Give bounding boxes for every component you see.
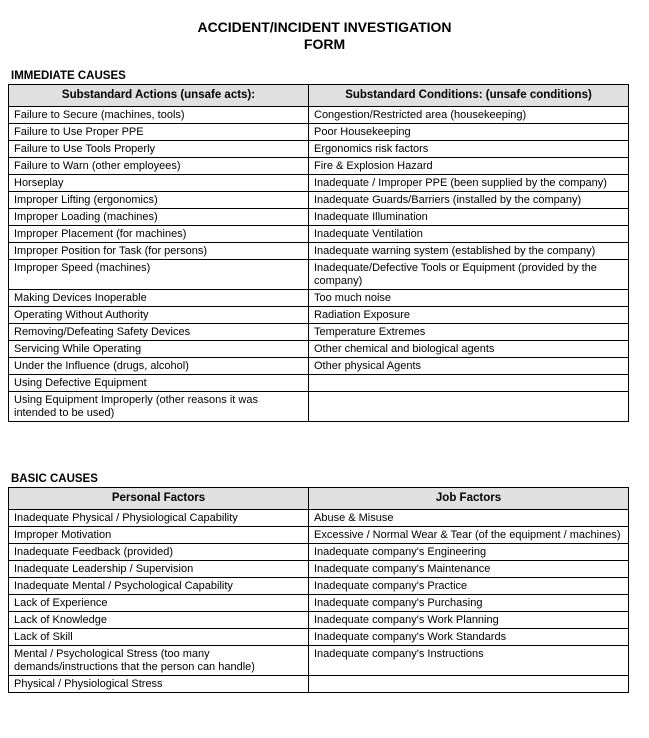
table-row bbox=[9, 260, 629, 290]
cell-left: Failure to Warn (other employees) bbox=[9, 158, 309, 175]
cell-left: Lack of Skill bbox=[9, 629, 309, 646]
cell-right: Other chemical and biological agents bbox=[309, 341, 629, 358]
table-row bbox=[9, 358, 629, 375]
table-row bbox=[9, 290, 629, 307]
table-row bbox=[9, 392, 629, 422]
cell-right: Inadequate company's Instructions bbox=[309, 646, 629, 676]
cell-left: Making Devices Inoperable bbox=[9, 290, 309, 307]
cell-right: Temperature Extremes bbox=[309, 324, 629, 341]
cell-right: Inadequate company's Maintenance bbox=[309, 561, 629, 578]
table-row bbox=[9, 158, 629, 175]
header-personal-factors: Personal Factors bbox=[9, 488, 309, 510]
cell-right: Inadequate Guards/Barriers (installed by the company) bbox=[309, 192, 629, 209]
cell-right bbox=[309, 375, 629, 392]
cell-right: Congestion/Restricted area (housekeeping) bbox=[309, 107, 629, 124]
header-substandard-conditions: Substandard Conditions: (unsafe conditions) bbox=[309, 85, 629, 107]
cell-left: Under the Influence (drugs, alcohol) bbox=[9, 358, 309, 375]
form-title-line1: ACCIDENT/INCIDENT INVESTIGATION bbox=[197, 19, 452, 35]
cell-left: Improper Placement (for machines) bbox=[9, 226, 309, 243]
table-row bbox=[9, 175, 629, 192]
table-row bbox=[9, 578, 629, 595]
cell-left: Inadequate Mental / Psychological Capability bbox=[9, 578, 309, 595]
form-title bbox=[0, 19, 649, 53]
cell-left: Failure to Secure (machines, tools) bbox=[9, 107, 309, 124]
cell-right: Inadequate Illumination bbox=[309, 209, 629, 226]
header-substandard-actions: Substandard Actions (unsafe acts): bbox=[9, 85, 309, 107]
table-row bbox=[9, 307, 629, 324]
cell-left: Improper Position for Task (for persons) bbox=[9, 243, 309, 260]
header-job-factors: Job Factors bbox=[309, 488, 629, 510]
cell-right: Inadequate warning system (established by the company) bbox=[309, 243, 629, 260]
cell-left: Failure to Use Tools Properly bbox=[9, 141, 309, 158]
cell-right: Radiation Exposure bbox=[309, 307, 629, 324]
table-row bbox=[9, 107, 629, 124]
cell-right: Poor Housekeeping bbox=[309, 124, 629, 141]
table-row bbox=[9, 375, 629, 392]
cell-left: Removing/Defeating Safety Devices bbox=[9, 324, 309, 341]
cell-right bbox=[309, 676, 629, 693]
cell-left: Improper Motivation bbox=[9, 527, 309, 544]
table-row bbox=[9, 676, 629, 693]
cell-right: Inadequate/Defective Tools or Equipment (provided by the company) bbox=[309, 260, 629, 290]
cell-left: Using Equipment Improperly (other reasons it was intended to be used) bbox=[9, 392, 309, 422]
cell-right: Abuse & Misuse bbox=[309, 510, 629, 527]
immediate-causes-heading: IMMEDIATE CAUSES bbox=[11, 70, 126, 82]
cell-right: Inadequate / Improper PPE (been supplied by the company) bbox=[309, 175, 629, 192]
table-row bbox=[9, 324, 629, 341]
table-row bbox=[9, 243, 629, 260]
cell-left: Inadequate Physical / Physiological Capability bbox=[9, 510, 309, 527]
cell-left: Servicing While Operating bbox=[9, 341, 309, 358]
table-row bbox=[9, 561, 629, 578]
cell-right bbox=[309, 392, 629, 422]
table-row bbox=[9, 124, 629, 141]
form-title-line2: FORM bbox=[303, 36, 346, 52]
cell-right: Fire & Explosion Hazard bbox=[309, 158, 629, 175]
cell-left: Using Defective Equipment bbox=[9, 375, 309, 392]
cell-left: Horseplay bbox=[9, 175, 309, 192]
cell-right: Excessive / Normal Wear & Tear (of the equipment / machines) bbox=[309, 527, 629, 544]
table-row bbox=[9, 544, 629, 561]
cell-left: Lack of Knowledge bbox=[9, 612, 309, 629]
table-row bbox=[9, 612, 629, 629]
table-row bbox=[9, 341, 629, 358]
cell-right: Inadequate company's Work Planning bbox=[309, 612, 629, 629]
cell-left: Improper Lifting (ergonomics) bbox=[9, 192, 309, 209]
table-header-row bbox=[9, 488, 629, 510]
cell-right: Other physical Agents bbox=[309, 358, 629, 375]
cell-right: Inadequate Ventilation bbox=[309, 226, 629, 243]
cell-left: Inadequate Feedback (provided) bbox=[9, 544, 309, 561]
table-row bbox=[9, 209, 629, 226]
table-row bbox=[9, 192, 629, 209]
basic-causes-heading: BASIC CAUSES bbox=[11, 473, 98, 485]
cell-right: Inadequate company's Engineering bbox=[309, 544, 629, 561]
table-row bbox=[9, 646, 629, 676]
cell-right: Inadequate company's Purchasing bbox=[309, 595, 629, 612]
cell-left: Physical / Physiological Stress bbox=[9, 676, 309, 693]
cell-right: Inadequate company's Practice bbox=[309, 578, 629, 595]
cell-right: Inadequate company's Work Standards bbox=[309, 629, 629, 646]
table-row bbox=[9, 595, 629, 612]
table-row bbox=[9, 510, 629, 527]
table-row bbox=[9, 141, 629, 158]
cell-left: Failure to Use Proper PPE bbox=[9, 124, 309, 141]
cell-left: Improper Speed (machines) bbox=[9, 260, 309, 290]
cell-left: Inadequate Leadership / Supervision bbox=[9, 561, 309, 578]
cell-right: Ergonomics risk factors bbox=[309, 141, 629, 158]
cell-left: Lack of Experience bbox=[9, 595, 309, 612]
cell-left: Operating Without Authority bbox=[9, 307, 309, 324]
table-row bbox=[9, 629, 629, 646]
cell-left: Mental / Psychological Stress (too many demands/instructions that the person can handle) bbox=[9, 646, 309, 676]
table-header-row bbox=[9, 85, 629, 107]
cell-right: Too much noise bbox=[309, 290, 629, 307]
cell-left: Improper Loading (machines) bbox=[9, 209, 309, 226]
table-row bbox=[9, 527, 629, 544]
table-row bbox=[9, 226, 629, 243]
basic-causes-table bbox=[8, 487, 629, 693]
immediate-causes-table bbox=[8, 84, 629, 422]
